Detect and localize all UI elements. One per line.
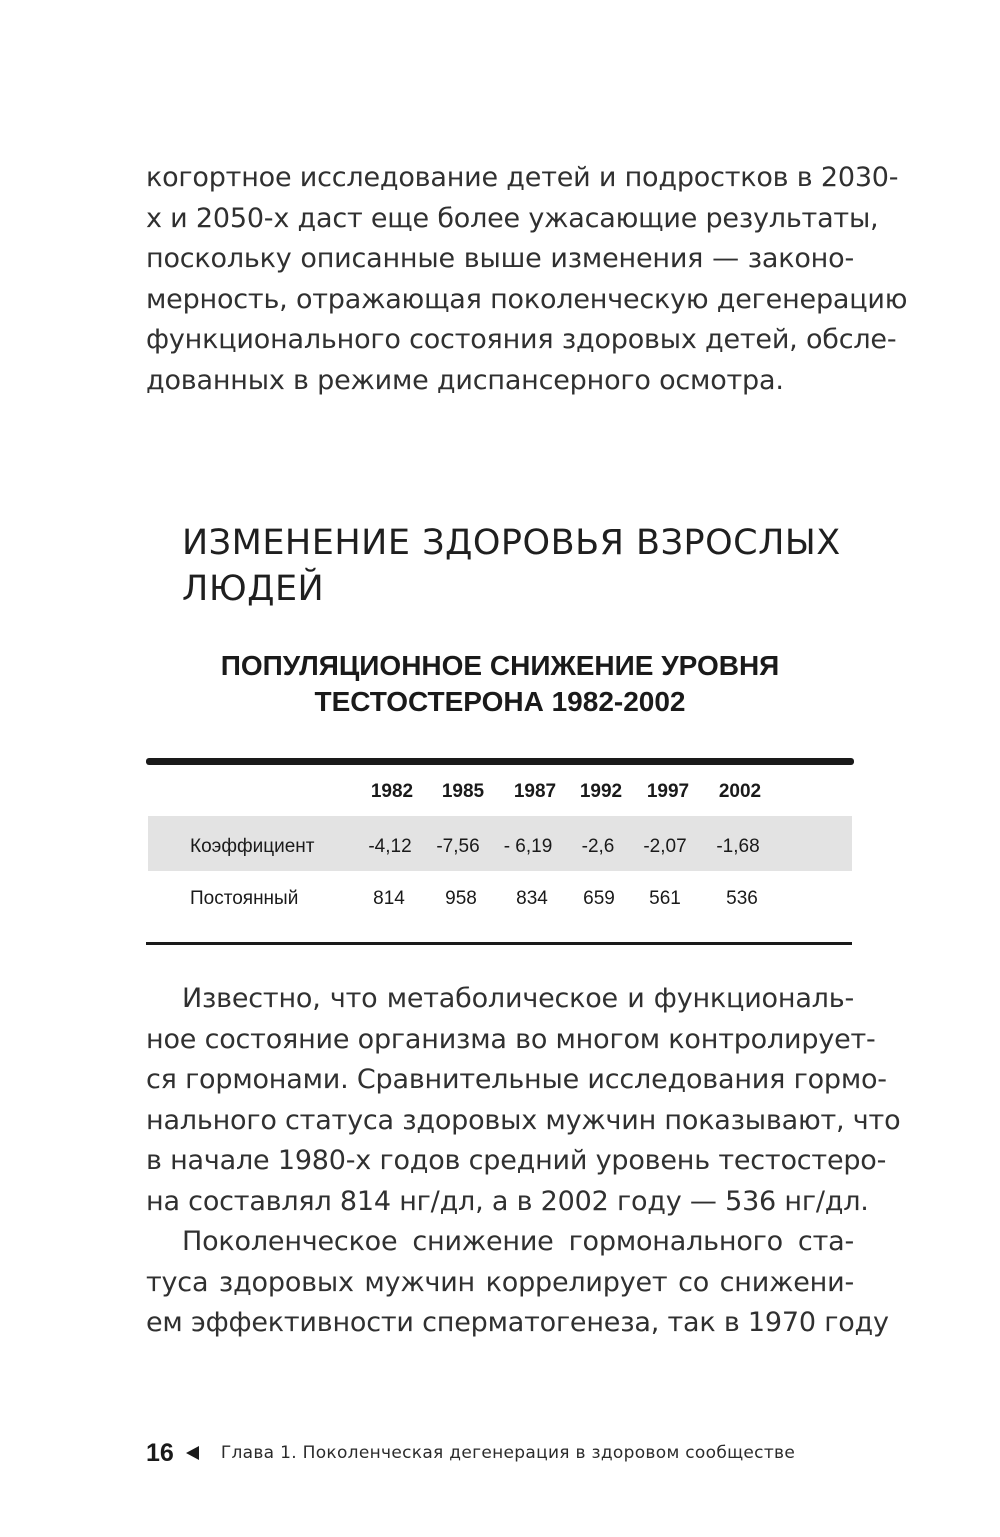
table-cell: 561 — [649, 888, 681, 909]
section-heading — [182, 520, 862, 612]
table-cell: -2,07 — [643, 836, 687, 857]
text-line: Известно, что метаболическое и функциональ- — [182, 983, 854, 1014]
text-line: в начале 1980-х годов средний уровень тестостеро- — [146, 1145, 887, 1176]
running-head: Глава 1. Поколенческая дегенерация в здоровом сообществе — [220, 1443, 796, 1463]
table-cell: 814 — [373, 888, 405, 909]
text-line: на составлял 814 нг/дл, а в 2002 году — 536 нг/дл. — [146, 1185, 869, 1217]
table-row-label: Постоянный — [190, 888, 299, 909]
table-title-line: ТЕСТОСТЕРОНА 1982-2002 — [314, 686, 686, 717]
text-line: туса здоровых мужчин коррелирует со снижени- — [146, 1266, 854, 1298]
table-cell: -4,12 — [368, 836, 412, 857]
text-line: ся гормонами. Сравнительные исследования гормо- — [146, 1064, 887, 1095]
page-footer — [146, 1438, 795, 1468]
table-column-header: 2002 — [718, 781, 762, 802]
paragraph-1 — [146, 158, 908, 401]
table-cell: -7,56 — [436, 836, 480, 857]
table-column-header: 1982 — [370, 781, 414, 802]
table-cell: -2,6 — [581, 836, 615, 857]
table-title — [146, 648, 854, 720]
text-line: ное состояние организма во многом контролирует- — [146, 1023, 876, 1055]
text-line: когортное исследование детей и подростков в 2030- — [146, 162, 899, 193]
table-column-header: 1985 — [441, 781, 485, 802]
text-line: функционального состояния здоровых детей, обсле- — [146, 324, 897, 355]
text-line: Поколенческое снижение гормонального ста- — [182, 1226, 854, 1257]
table-cell: 536 — [726, 888, 758, 909]
table-cell: -1,68 — [716, 836, 760, 857]
text-line: дованных в режиме диспансерного осмотра. — [146, 364, 784, 396]
table-bottom-rule — [146, 942, 852, 945]
paragraph-2 — [146, 979, 901, 1344]
text-line: мерность, отражающая поколенческую дегенерацию — [146, 283, 908, 315]
section-heading-line: ИЗМЕНЕНИЕ ЗДОРОВЬЯ ВЗРОСЛЫХ — [182, 523, 841, 563]
text-line: х и 2050-х даст еще более ужасающие результаты, — [146, 202, 879, 234]
table-column-header: 1997 — [646, 781, 690, 802]
table-cell: - 6,19 — [503, 836, 553, 857]
text-line: нального статуса здоровых мужчин показывают, что — [146, 1104, 901, 1136]
table-cell: 958 — [445, 888, 477, 909]
table-title-line: ПОПУЛЯЦИОННОЕ СНИЖЕНИЕ УРОВНЯ — [220, 650, 780, 681]
table-cell: 834 — [516, 888, 548, 909]
text-line: поскольку описанные выше изменения — законо- — [146, 243, 854, 274]
table-row-label: Коэффициент — [190, 836, 315, 857]
page-number: 16 — [146, 1438, 174, 1467]
table-column-header: 1992 — [579, 781, 623, 802]
table-column-header: 1987 — [513, 781, 557, 802]
triangle-left-icon — [186, 1446, 199, 1460]
text-line: ем эффективности сперматогенеза, так в 1970 году — [146, 1307, 889, 1338]
table-cell: 659 — [583, 888, 615, 909]
section-heading-line: ЛЮДЕЙ — [182, 569, 325, 609]
table-top-rule — [146, 758, 854, 765]
